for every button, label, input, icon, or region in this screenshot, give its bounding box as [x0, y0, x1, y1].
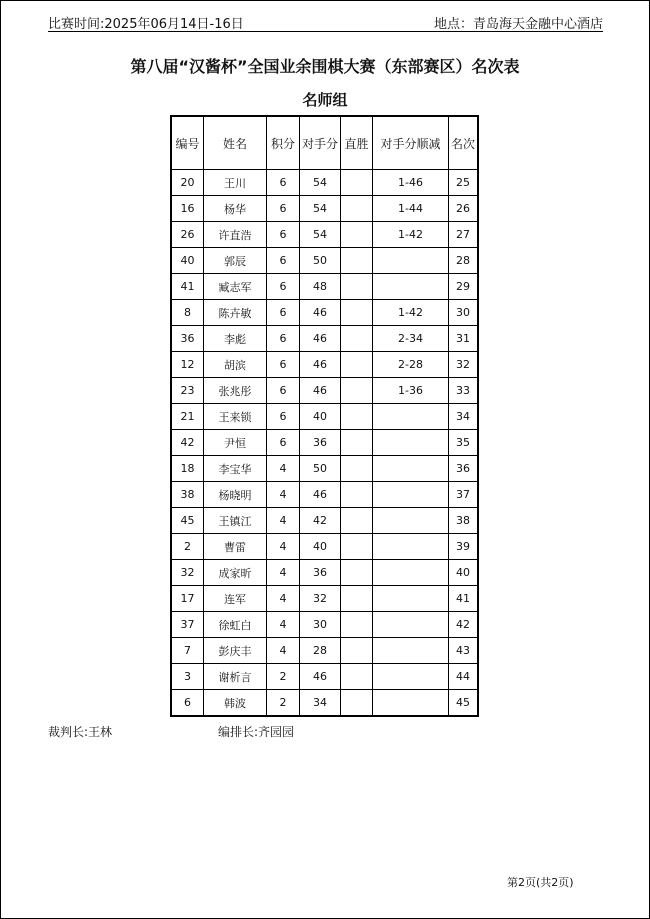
table-row — [171, 586, 478, 612]
table-cell — [373, 508, 449, 534]
table-cell: 2-34 — [373, 326, 449, 352]
table-cell: 31 — [449, 326, 479, 352]
table-cell: 彭庆丰 — [204, 638, 267, 664]
table-cell: 32 — [171, 560, 204, 586]
table-cell: 许直浩 — [204, 222, 267, 248]
table-cell: 李彪 — [204, 326, 267, 352]
table-cell — [341, 586, 373, 612]
table-cell: 42 — [300, 508, 341, 534]
table-cell: 41 — [449, 586, 479, 612]
table-cell: 39 — [449, 534, 479, 560]
table-cell: 连军 — [204, 586, 267, 612]
table-cell: 38 — [449, 508, 479, 534]
table-row — [171, 326, 478, 352]
table-cell — [373, 612, 449, 638]
table-cell: 36 — [300, 430, 341, 456]
table-cell: 尹恒 — [204, 430, 267, 456]
table-cell: 王川 — [204, 170, 267, 196]
table-cell: 12 — [171, 352, 204, 378]
table-cell: 杨晓明 — [204, 482, 267, 508]
table-cell — [341, 612, 373, 638]
table-cell: 4 — [267, 534, 300, 560]
table-cell: 6 — [267, 222, 300, 248]
table-cell: 33 — [449, 378, 479, 404]
table-cell: 50 — [300, 248, 341, 274]
table-cell: 4 — [267, 560, 300, 586]
table-row — [171, 248, 478, 274]
table-cell: 26 — [449, 196, 479, 222]
table-row — [171, 690, 478, 717]
table-cell: 45 — [171, 508, 204, 534]
table-cell — [373, 586, 449, 612]
table-row — [171, 170, 478, 196]
table-cell: 曹雷 — [204, 534, 267, 560]
table-cell: 27 — [449, 222, 479, 248]
header-cell: 对手分 — [300, 116, 341, 170]
table-cell: 7 — [171, 638, 204, 664]
table-cell: 6 — [267, 404, 300, 430]
header-cell: 姓名 — [204, 116, 267, 170]
table-cell: 46 — [300, 326, 341, 352]
table-row — [171, 300, 478, 326]
table-cell: 6 — [267, 326, 300, 352]
table-cell: 29 — [449, 274, 479, 300]
table-cell: 3 — [171, 664, 204, 690]
table-cell — [373, 404, 449, 430]
page-number: 第2页(共2页) — [507, 876, 574, 889]
table-row — [171, 222, 478, 248]
table-cell — [341, 404, 373, 430]
table-cell: 30 — [300, 612, 341, 638]
table-cell: 1-44 — [373, 196, 449, 222]
table-body — [171, 170, 478, 717]
header-bar — [48, 13, 603, 32]
table-row — [171, 508, 478, 534]
table-row — [171, 196, 478, 222]
table-cell: 臧志军 — [204, 274, 267, 300]
table-cell: 6 — [267, 378, 300, 404]
table-cell — [373, 274, 449, 300]
table-cell: 6 — [267, 300, 300, 326]
table-cell — [373, 430, 449, 456]
table-cell: 50 — [300, 456, 341, 482]
table-cell: 郭辰 — [204, 248, 267, 274]
table-cell — [373, 638, 449, 664]
table-cell: 谢析言 — [204, 664, 267, 690]
table-cell — [373, 664, 449, 690]
table-cell: 李宝华 — [204, 456, 267, 482]
table-row — [171, 274, 478, 300]
table-cell — [341, 534, 373, 560]
table-row — [171, 638, 478, 664]
table-cell: 王镇江 — [204, 508, 267, 534]
table-row — [171, 482, 478, 508]
header-cell: 积分 — [267, 116, 300, 170]
table-cell: 54 — [300, 196, 341, 222]
table-cell — [341, 430, 373, 456]
table-row — [171, 404, 478, 430]
table-cell: 4 — [267, 482, 300, 508]
table-cell — [341, 326, 373, 352]
table-cell: 6 — [267, 248, 300, 274]
group-subtitle: 名师组 — [302, 91, 348, 109]
table-cell: 2 — [171, 534, 204, 560]
table-cell: 1-36 — [373, 378, 449, 404]
table-cell: 6 — [267, 430, 300, 456]
table-cell: 徐虹白 — [204, 612, 267, 638]
table-cell: 54 — [300, 222, 341, 248]
table-cell: 36 — [171, 326, 204, 352]
venue-label: 地点：青岛海天金融中心酒店 — [433, 17, 603, 32]
table-cell — [341, 456, 373, 482]
table-cell: 46 — [300, 664, 341, 690]
table-cell: 1-46 — [373, 170, 449, 196]
table-cell: 46 — [300, 378, 341, 404]
table-cell — [341, 170, 373, 196]
table-cell: 25 — [449, 170, 479, 196]
table-cell: 35 — [449, 430, 479, 456]
table-cell: 41 — [171, 274, 204, 300]
table-cell: 陈卉敏 — [204, 300, 267, 326]
table-cell — [373, 560, 449, 586]
table-cell: 4 — [267, 612, 300, 638]
table-cell: 18 — [171, 456, 204, 482]
table-cell — [341, 560, 373, 586]
table-cell: 韩波 — [204, 690, 267, 717]
match-time-label: 比赛时间:2025年06月14日-16日 — [48, 17, 244, 32]
table-cell: 48 — [300, 274, 341, 300]
table-cell: 46 — [300, 482, 341, 508]
table-cell — [341, 196, 373, 222]
table-cell: 胡滨 — [204, 352, 267, 378]
table-row — [171, 352, 478, 378]
table-cell: 32 — [449, 352, 479, 378]
table-cell: 23 — [171, 378, 204, 404]
table-cell: 40 — [449, 560, 479, 586]
table-cell — [341, 300, 373, 326]
table-cell: 4 — [267, 508, 300, 534]
table-cell: 32 — [300, 586, 341, 612]
table-row — [171, 664, 478, 690]
table-cell: 36 — [449, 456, 479, 482]
table-cell: 34 — [300, 690, 341, 717]
table-cell — [341, 248, 373, 274]
page-title: 第八届“汉酱杯”全国业余围棋大赛（东部赛区）名次表 — [130, 57, 520, 76]
table-cell: 30 — [449, 300, 479, 326]
table-cell: 1-42 — [373, 222, 449, 248]
table-cell: 2-28 — [373, 352, 449, 378]
table-cell: 45 — [449, 690, 479, 717]
header-cell: 名次 — [449, 116, 479, 170]
table-cell: 6 — [267, 196, 300, 222]
table-row — [171, 560, 478, 586]
table-cell: 1-42 — [373, 300, 449, 326]
table-cell: 16 — [171, 196, 204, 222]
table-cell: 4 — [267, 586, 300, 612]
table-cell — [373, 482, 449, 508]
table-cell: 28 — [449, 248, 479, 274]
table-cell: 40 — [171, 248, 204, 274]
table-cell: 杨华 — [204, 196, 267, 222]
table-cell — [341, 638, 373, 664]
header-cell: 对手分顺减 — [373, 116, 449, 170]
table-cell: 4 — [267, 638, 300, 664]
table-cell: 54 — [300, 170, 341, 196]
table-cell — [373, 690, 449, 717]
table-cell: 42 — [449, 612, 479, 638]
table-cell — [341, 352, 373, 378]
table-cell: 46 — [300, 300, 341, 326]
table-cell: 44 — [449, 664, 479, 690]
table-cell: 36 — [300, 560, 341, 586]
header-cell: 编号 — [171, 116, 204, 170]
table-cell — [341, 222, 373, 248]
table-cell: 6 — [267, 170, 300, 196]
table-cell — [341, 378, 373, 404]
table-cell — [373, 248, 449, 274]
table-cell: 成家昕 — [204, 560, 267, 586]
table-cell: 王来锁 — [204, 404, 267, 430]
table-cell: 40 — [300, 404, 341, 430]
header-cell: 直胜 — [341, 116, 373, 170]
table-cell: 37 — [449, 482, 479, 508]
table-row — [171, 456, 478, 482]
table-cell: 6 — [267, 274, 300, 300]
table-row — [171, 534, 478, 560]
table-cell — [341, 690, 373, 717]
table-cell: 37 — [171, 612, 204, 638]
table-cell: 34 — [449, 404, 479, 430]
table-cell — [373, 456, 449, 482]
table-cell: 38 — [171, 482, 204, 508]
table-cell: 6 — [171, 690, 204, 717]
table-cell: 17 — [171, 586, 204, 612]
table-cell: 40 — [300, 534, 341, 560]
table-cell: 2 — [267, 690, 300, 717]
table-cell: 26 — [171, 222, 204, 248]
table-cell: 4 — [267, 456, 300, 482]
arranger-label: 编排长:齐园园 — [218, 725, 295, 739]
table-cell: 28 — [300, 638, 341, 664]
table-cell: 2 — [267, 664, 300, 690]
table-cell — [341, 274, 373, 300]
table-cell — [341, 482, 373, 508]
table-cell: 43 — [449, 638, 479, 664]
table-cell: 21 — [171, 404, 204, 430]
table-cell — [341, 664, 373, 690]
table-cell: 20 — [171, 170, 204, 196]
ranking-table — [170, 115, 479, 717]
table-cell: 张兆彤 — [204, 378, 267, 404]
table-row — [171, 430, 478, 456]
table-cell — [373, 534, 449, 560]
table-cell: 8 — [171, 300, 204, 326]
table-cell: 42 — [171, 430, 204, 456]
referee-label: 裁判长:王林 — [48, 725, 113, 739]
table-cell — [341, 508, 373, 534]
table-header-row — [171, 116, 478, 170]
table-cell: 46 — [300, 352, 341, 378]
table-row — [171, 612, 478, 638]
table-row — [171, 378, 478, 404]
table-cell: 6 — [267, 352, 300, 378]
